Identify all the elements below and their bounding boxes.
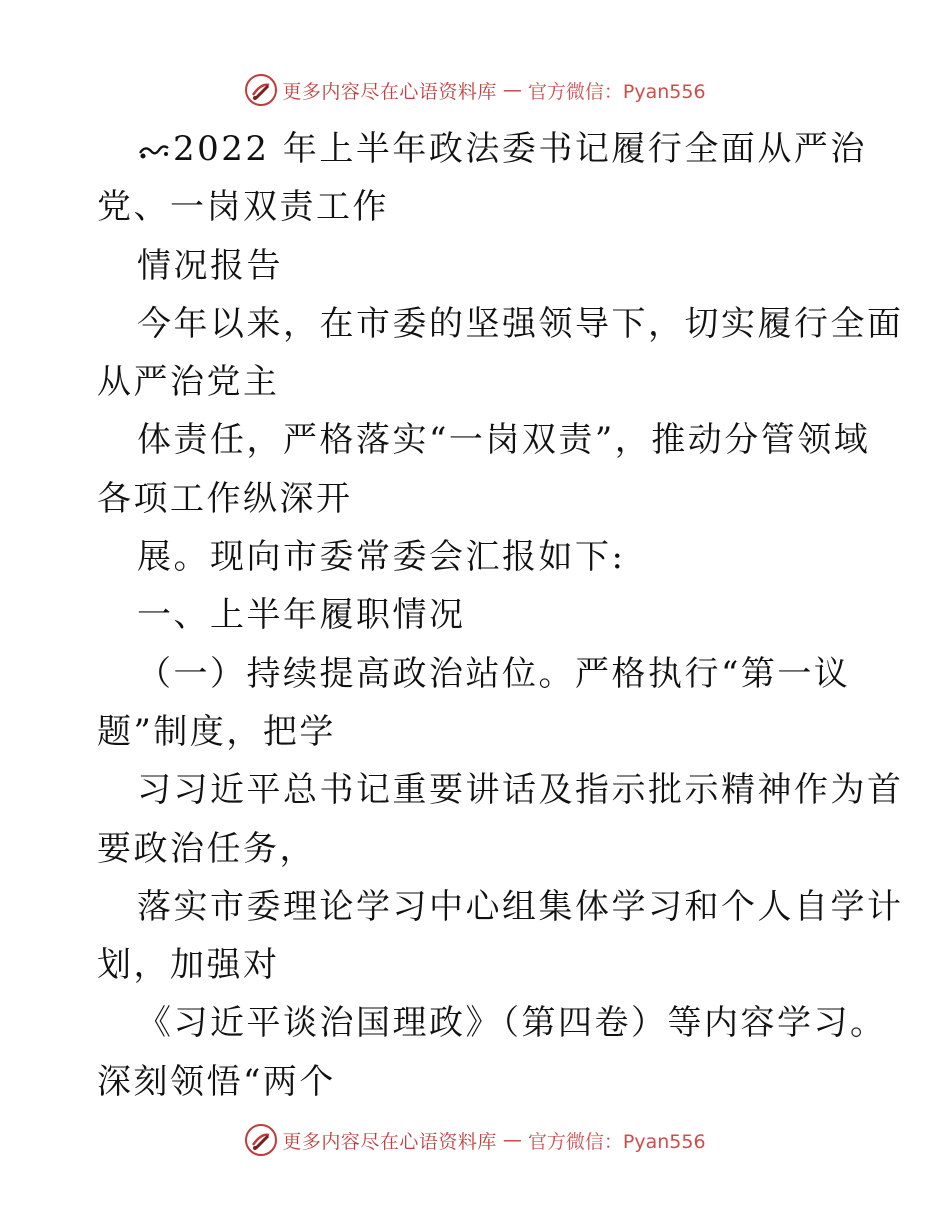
footer-banner-inner bbox=[244, 1123, 705, 1157]
banner-main-text: 更多内容尽在心语资料库 bbox=[282, 1130, 497, 1153]
section-heading: 一、上半年履职情况 bbox=[137, 595, 466, 636]
banner-separator: — bbox=[502, 79, 522, 101]
paragraph-line: 《习近平谈治国理政》（第四卷）等内容学习。 bbox=[137, 1003, 887, 1044]
book-pen-logo-icon bbox=[244, 1123, 278, 1157]
banner-wechat-text: 官方微信：Pyan556 bbox=[527, 80, 706, 103]
header-banner bbox=[0, 70, 950, 110]
footer-banner bbox=[0, 1120, 950, 1160]
paragraph-line: 各项工作纵深开 bbox=[97, 478, 353, 519]
paragraph-line: （一）持续提高政治站位。严格执行“第一议 bbox=[137, 653, 851, 694]
banner-main-text: 更多内容尽在心语资料库 bbox=[282, 80, 497, 103]
title-text-1: 2022 年上半年政法委书记履行全面从严治 bbox=[173, 129, 867, 169]
paragraph-line: 落实市委理论学习中心组集体学习和个人自学计 bbox=[137, 886, 904, 927]
paragraph-line: 划，加强对 bbox=[97, 945, 280, 986]
paragraph-line: 体责任，严格落实“一岗双责”，推动分管领域 bbox=[137, 420, 871, 461]
swirl-ornament-icon bbox=[137, 139, 171, 163]
paragraph-line: 深刻领悟“两个 bbox=[97, 1061, 336, 1102]
document-body bbox=[97, 120, 904, 1111]
paragraph-line: 要政治任务， bbox=[97, 828, 316, 869]
paragraph-line: 从严治党主 bbox=[97, 362, 280, 403]
paragraph-line: 习习近平总书记重要讲话及指示批示精神作为首 bbox=[137, 770, 904, 811]
document-title-line-2: 党、一岗双责工作 bbox=[97, 187, 389, 228]
header-banner-inner bbox=[244, 73, 705, 107]
paragraph-line: 今年以来，在市委的坚强领导下，切实履行全面 bbox=[137, 303, 904, 344]
banner-wechat-text: 官方微信：Pyan556 bbox=[527, 1130, 706, 1153]
book-pen-logo-icon bbox=[244, 73, 278, 107]
paragraph-line: 展。现向市委常委会汇报如下: bbox=[137, 537, 626, 578]
document-title-line-1 bbox=[97, 120, 867, 178]
document-subtitle: 情况报告 bbox=[137, 245, 283, 286]
banner-separator: — bbox=[502, 1129, 522, 1151]
paragraph-line: 题”制度，把学 bbox=[97, 711, 336, 752]
